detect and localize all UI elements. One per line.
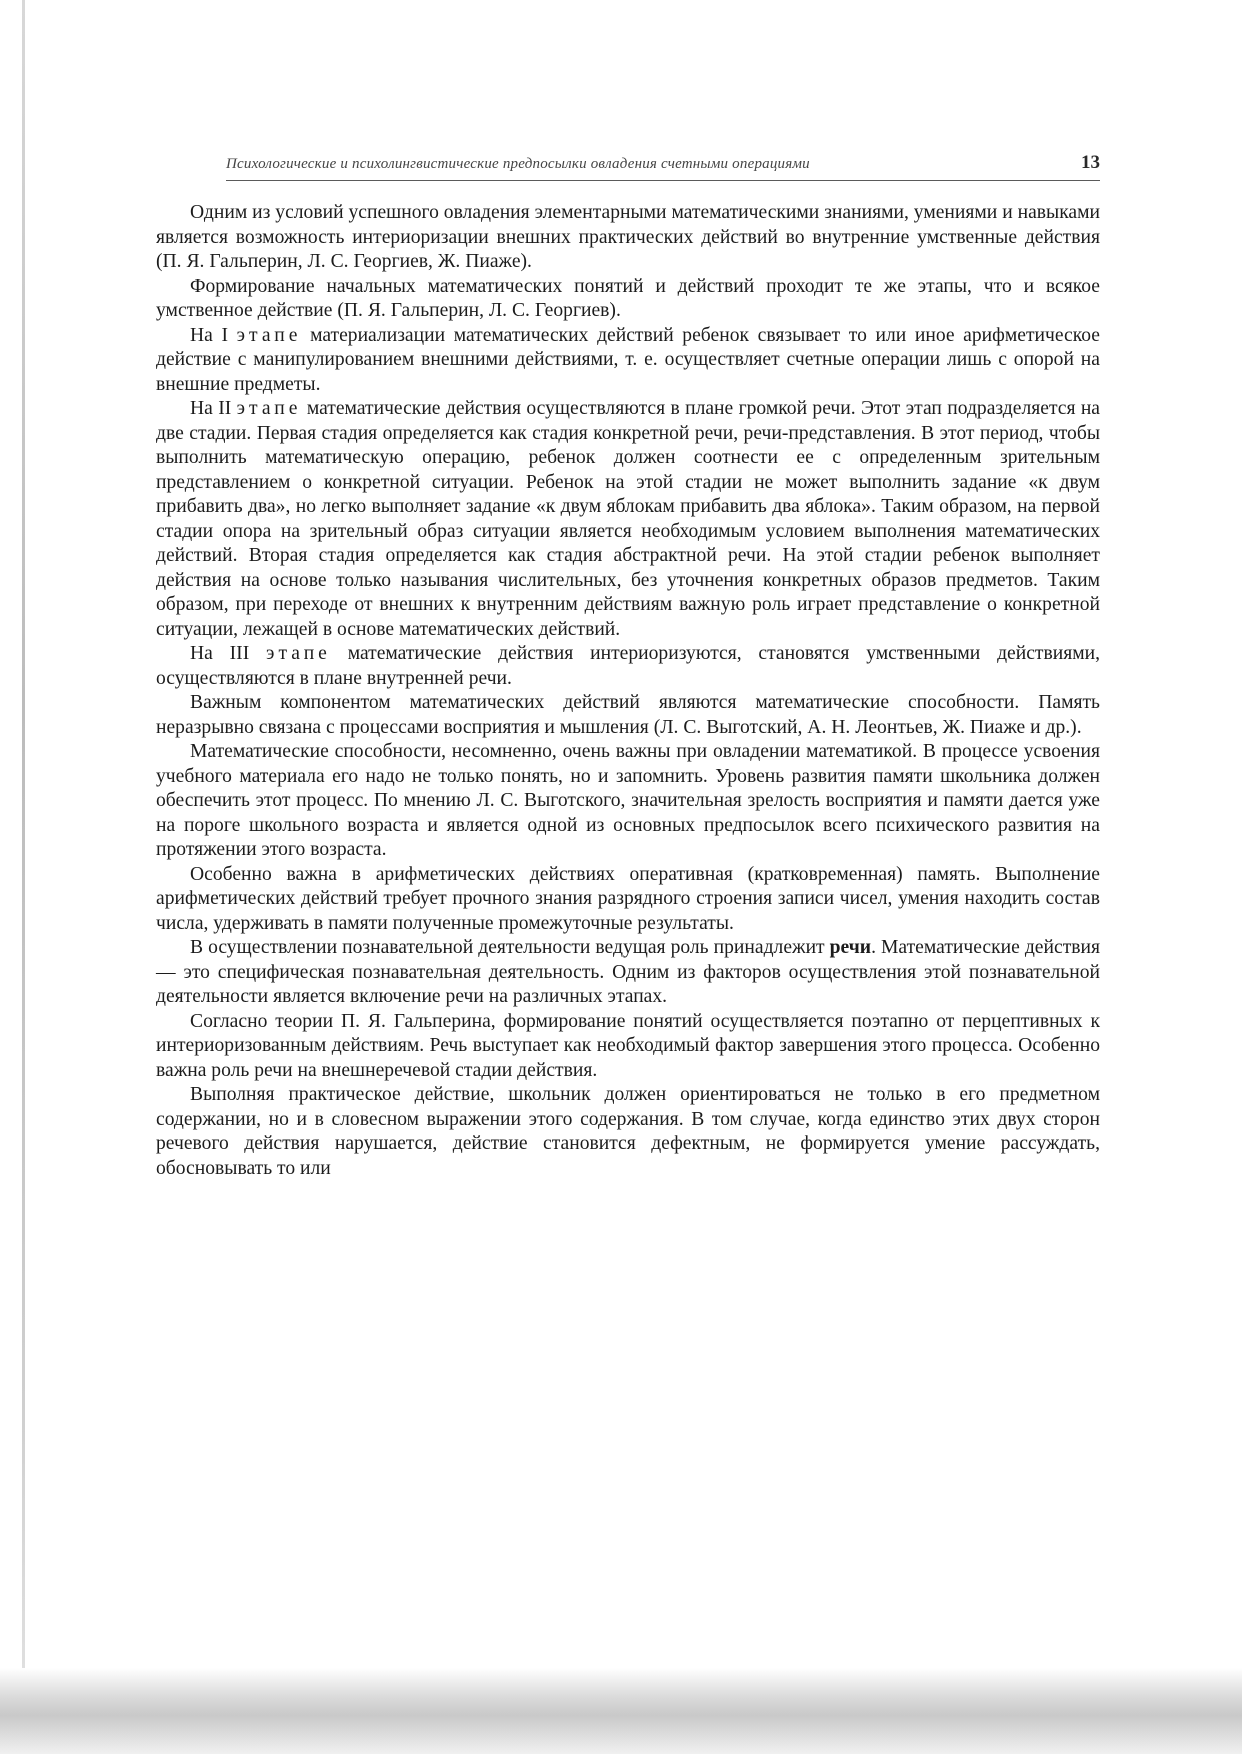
stage-spaced-word: этапе bbox=[236, 324, 302, 346]
stage-lead: На I bbox=[190, 324, 228, 346]
paragraph-text: математические действия осуществляются в плане громкой речи. Этот этап подразделяется на две стадии. Первая стадия определяется как стадия конкретной речи, речи-представления. В этот период, чтобы выполнить математическую операцию, ребенок должен соотнести ее с определенным зрительным представлением о конкретной ситуации. Ребенок на этой стадии не может выполнить задание «к двум прибавить два», но легко выполняет задание «к двум яблокам прибавить два яблока». Таким образом, на первой стадии опора на зрительный образ ситуации является необходимым условием выполнения математических действий. Вторая стадия определяется как стадия абстрактной речи. На этой стадии ребенок выполняет действия на основе только называния числительных, без уточнения конкретных образов предметов. Таким образом, при переходе от внешних к внутренним действиям важную роль играет представление о конкретной ситуации, лежащей в основе математических действий. bbox=[156, 398, 1100, 640]
page-number: 13 bbox=[1081, 152, 1100, 173]
paragraph-text: Формирование начальных математических понятий и действий проходит те же этапы, что и всякое умственное действие (П. Я. Гальперин, Л. С. Георгиев). bbox=[156, 275, 1100, 321]
running-header-title: Психологические и психолингвистические предпосылки овладения счетными операциями bbox=[226, 156, 810, 172]
paragraph-2 bbox=[156, 275, 1100, 324]
paragraph-10 bbox=[156, 1010, 1100, 1084]
paragraph-text: Одним из условий успешного овладения элементарными математическими знаниями, умениями и навыками является возможность интериоризации внешних практических действий во внутренние умственные действия (П. Я. Гальперин, Л. С. Георгиев, Ж. Пиаже). bbox=[156, 202, 1100, 272]
paragraph-stage-1 bbox=[156, 324, 1100, 398]
paragraph-1 bbox=[156, 201, 1100, 275]
running-header bbox=[226, 152, 1100, 181]
paragraph-stage-2 bbox=[156, 397, 1100, 642]
paragraph-9 bbox=[156, 936, 1100, 1010]
stage-spaced-word: этапе bbox=[266, 643, 331, 664]
paragraph-7 bbox=[156, 740, 1100, 863]
paragraph-text: материализации математических действий ребенок связывает то или иное арифметическое действие с манипулированием внешними действиями, т. е. осуществляет счетные операции лишь с опорой на внешние предметы. bbox=[156, 324, 1100, 395]
paragraph-text: В осуществлении познавательной деятельности ведущая роль принадлежит bbox=[190, 937, 830, 958]
stage-lead: На III bbox=[190, 643, 250, 664]
bold-term: речи bbox=[829, 937, 872, 958]
paragraph-text: математические действия интериоризуются, становятся умственными действиями, осуществляются в плане внутренней речи. bbox=[156, 643, 1101, 689]
paragraph-text: . Математические действия — это специфическая познавательная деятельность. Одним из факторов осуществления этой познавательной деятельности является включение речи на различных этапах. bbox=[156, 937, 1101, 1007]
paragraph-6 bbox=[156, 691, 1100, 740]
stage-lead: На II bbox=[190, 398, 232, 419]
paragraph-text: Особенно важна в арифметических действиях оперативная (кратковременная) память. Выполнение арифметических действий требует прочного знания разрядного строения записи чисел, умения находить состав числа, удерживать в памяти полученные промежуточные результаты. bbox=[156, 863, 1100, 934]
paragraph-8 bbox=[156, 863, 1100, 937]
paragraph-text: Важным компонентом математических действий являются математические способности. Память неразрывно связана с процессами восприятия и мышления (Л. С. Выготский, А. Н. Леонтьев, Ж. Пиаже и др.). bbox=[156, 692, 1100, 738]
stage-spaced-word: этапе bbox=[236, 398, 302, 419]
scan-edge-left bbox=[22, 0, 25, 1754]
paragraph-text: Выполняя практическое действие, школьник должен ориентироваться не только в его предметном содержании, но и в словесном выражении этого содержания. В том случае, когда единство этих двух сторон речевого действия нарушается, действие становится дефектным, не формируется умение рассуждать, обосновывать то или bbox=[156, 1084, 1100, 1179]
paragraph-text: Согласно теории П. Я. Гальперина, формирование понятий осуществляется поэтапно от перцептивных к интериоризованным действиям. Речь выступает как необходимый фактор завершения этого процесса. Особенно важна роль речи на внешнеречевой стадии действия. bbox=[156, 1010, 1100, 1081]
paragraph-11 bbox=[156, 1083, 1100, 1181]
book-page bbox=[156, 152, 1100, 1181]
body-text bbox=[156, 201, 1100, 1181]
scan-edge-bottom bbox=[0, 1668, 1242, 1754]
paragraph-stage-3 bbox=[156, 642, 1100, 691]
paragraph-text: Математические способности, несомненно, очень важны при овладении математикой. В процессе усвоения учебного материала его надо не только понять, но и запомнить. Уровень развития памяти школьника должен обеспечить этот процесс. По мнению Л. С. Выготского, значительная зрелость восприятия и памяти дается уже на пороге школьного возраста и является одной из основных предпосылок всего психического развития на протяжении этого возраста. bbox=[156, 741, 1100, 860]
